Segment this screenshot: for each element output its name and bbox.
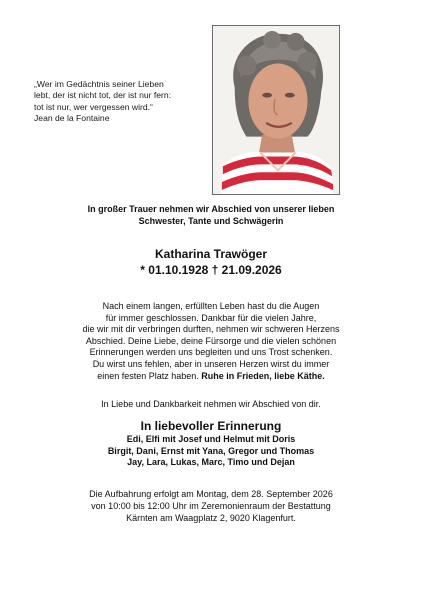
farewell-line-last (0, 371, 422, 383)
service-line: von 10:00 bis 12:00 Uhr im Zeremonienraum der Bestattung (91, 500, 331, 511)
farewell-text: einen festen Platz haben. (97, 370, 199, 381)
farewell-line: Nach einem langen, erfüllten Leben hast du die Augen (102, 301, 320, 311)
farewell-closing: Ruhe in Frieden, liebe Käthe. (201, 370, 325, 381)
farewell-line: Abschied. Deine Liebe, deine Fürsorge und die vielen schönen (85, 335, 337, 346)
farewell-line: Du wirst uns fehlen, aber in unseren Herzen wirst du immer (92, 358, 330, 369)
farewell-line: für immer geschlossen. Dankbar für die vielen Jahre, (105, 312, 317, 323)
quote-author: Jean de la Fontaine (34, 113, 110, 124)
family-list (0, 434, 422, 469)
farewell-paragraph (0, 301, 422, 382)
intro-line: In großer Trauer nehmen wir Abschied von unserer lieben (87, 204, 335, 214)
intro-line: Schwester, Tante und Schwägerin (138, 216, 284, 226)
service-line: Kärnten am Waagplatz 2, 9020 Klagenfurt. (126, 512, 296, 523)
service-info (0, 489, 422, 524)
family-line: Edi, Elfi mit Josef und Helmut mit Doris (126, 434, 296, 444)
thanks-line: In Liebe und Dankbarkeit nehmen wir Abschied von dir. (101, 399, 321, 409)
life-dates: * 01.10.1928 † 21.09.2026 (140, 263, 282, 277)
farewell-line: die wir mit dir verbringen durften, nehmen wir schweren Herzens (82, 324, 340, 335)
portrait-photo (212, 25, 340, 195)
intro-text (0, 203, 422, 227)
quote-line: „Wer im Gedächtnis seiner Lieben (34, 79, 164, 89)
family-line: Jay, Lara, Lukas, Marc, Timo und Dejan (127, 457, 295, 468)
memorial-quote (34, 79, 204, 125)
quote-line: tot ist nur, wer vergessen wird.“ (34, 101, 153, 112)
portrait-illustration (213, 26, 339, 194)
quote-line: lebt, der ist nicht tot, der ist nur fern: (34, 90, 172, 101)
memory-title: In liebevoller Erinnerung (140, 419, 282, 433)
deceased-name: Katharina Trawöger (154, 247, 268, 261)
family-line: Birgit, Dani, Ernst mit Yana, Gregor und Thomas (107, 445, 315, 456)
service-line: Die Aufbahrung erfolgt am Montag, dem 28. September 2026 (89, 489, 333, 499)
farewell-line: Erinnerungen werden uns begleiten und uns Trost schenken. (89, 347, 333, 358)
